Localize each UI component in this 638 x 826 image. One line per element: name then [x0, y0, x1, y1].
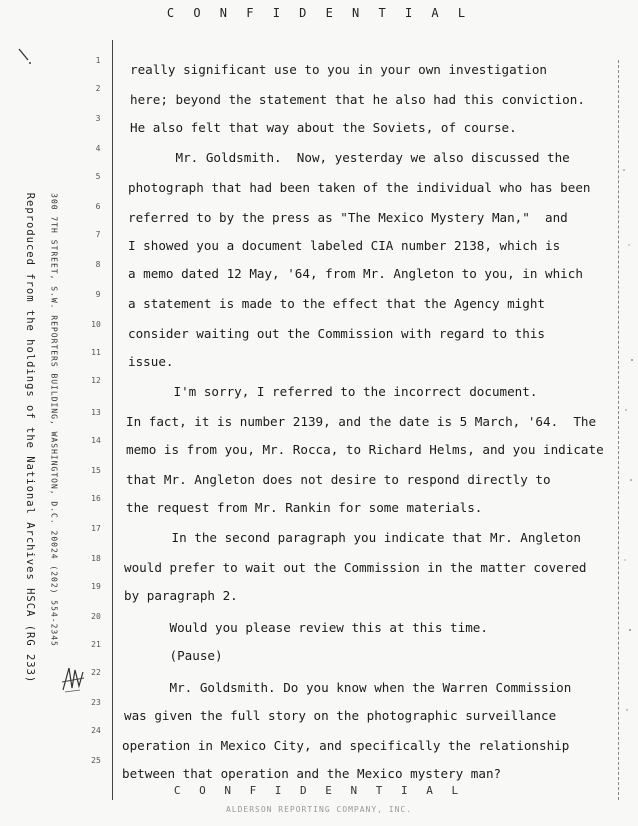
transcript-line: photograph that had been taken of the individual who has been — [128, 180, 591, 195]
line-number: 6 — [95, 202, 101, 211]
transcript-line: really significant use to you in your own investigation — [130, 62, 548, 77]
transcript-line: here; beyond the statement that he also had this conviction. — [130, 92, 585, 107]
transcript-line: by paragraph 2. — [124, 588, 238, 603]
transcript-line: would prefer to wait out the Commission in the matter covered — [124, 560, 587, 575]
transcript-line: between that operation and the Mexico mystery man? — [122, 766, 502, 781]
line-number: 15 — [91, 466, 101, 475]
line-number: 22 — [91, 668, 101, 677]
transcript-line: the request from Mr. Rankin for some materials. — [126, 500, 483, 515]
header-classification: C O N F I D E N T I A L — [166, 6, 472, 20]
line-number: 5 — [95, 172, 101, 181]
left-margin-rule — [112, 40, 113, 800]
transcript-line: In the second paragraph you indicate that Mr. Angleton — [126, 530, 581, 545]
line-number: 11 — [91, 348, 101, 357]
line-number: 16 — [91, 494, 101, 503]
line-number: 23 — [91, 698, 101, 707]
line-number: 19 — [91, 582, 101, 591]
transcript-line: Mr. Goldsmith. Now, yesterday we also discussed the — [130, 150, 570, 165]
line-number: 7 — [95, 230, 101, 239]
handwritten-initials — [60, 664, 86, 694]
reporter-address-stamp: 300 7TH STREET, S.W. REPORTERS BUILDING, WASHINGTON, D.C. 20024 (202) 554-2345 — [49, 193, 59, 647]
scan-noise — [620, 150, 636, 750]
line-number: 4 — [95, 144, 101, 153]
transcript-line: I'm sorry, I referred to the incorrect document. — [128, 384, 538, 399]
line-number: 3 — [95, 114, 101, 123]
line-number: 8 — [95, 260, 101, 269]
transcript-line: a memo dated 12 May, '64, from Mr. Angleton to you, in which — [128, 266, 583, 281]
transcript-line: issue. — [128, 354, 174, 369]
line-number: 18 — [91, 554, 101, 563]
line-number: 1 — [95, 56, 101, 65]
transcript-line: Mr. Goldsmith. Do you know when the Warren Commission — [124, 680, 572, 695]
footer-classification: C O N F I D E N T I A L — [173, 784, 465, 797]
transcript-line: was given the full story on the photographic surveillance — [124, 708, 557, 723]
line-number: 2 — [95, 84, 101, 93]
line-number: 24 — [91, 726, 101, 735]
line-number: 20 — [91, 612, 101, 621]
transcript-line: a statement is made to the effect that the Agency might — [128, 296, 546, 311]
transcript-line: consider waiting out the Commission with regard to this — [128, 326, 546, 341]
transcript-line: that Mr. Angleton does not desire to respond directly to — [126, 472, 551, 487]
transcript-line: memo is from you, Mr. Rocca, to Richard Helms, and you indicate — [126, 442, 604, 457]
line-number: 9 — [95, 290, 101, 299]
line-number: 25 — [91, 756, 101, 765]
line-number: 17 — [91, 524, 101, 533]
transcript-line: In fact, it is number 2139, and the date is 5 March, '64. The — [126, 414, 597, 429]
line-number: 13 — [91, 408, 101, 417]
transcript-line: referred to by the press as "The Mexico Mystery Man," and — [128, 210, 568, 225]
transcript-line: Would you please review this at this time. — [124, 620, 488, 635]
reproduction-notice: Reproduced from the holdings of the National Archives HSCA (RG 233) — [24, 192, 36, 684]
line-number: 21 — [91, 640, 101, 649]
line-number: 14 — [91, 436, 101, 445]
reporting-company: ALDERSON REPORTING COMPANY, INC. — [225, 805, 413, 814]
margin-mark — [18, 48, 32, 66]
transcript-line: operation in Mexico City, and specifically the relationship — [122, 738, 570, 753]
line-number: 10 — [91, 320, 101, 329]
transcript-line: He also felt that way about the Soviets, of course. — [130, 120, 517, 135]
line-number: 12 — [91, 376, 101, 385]
transcript-line: (Pause) — [124, 648, 223, 663]
transcript-line: I showed you a document labeled CIA number 2138, which is — [128, 238, 561, 253]
